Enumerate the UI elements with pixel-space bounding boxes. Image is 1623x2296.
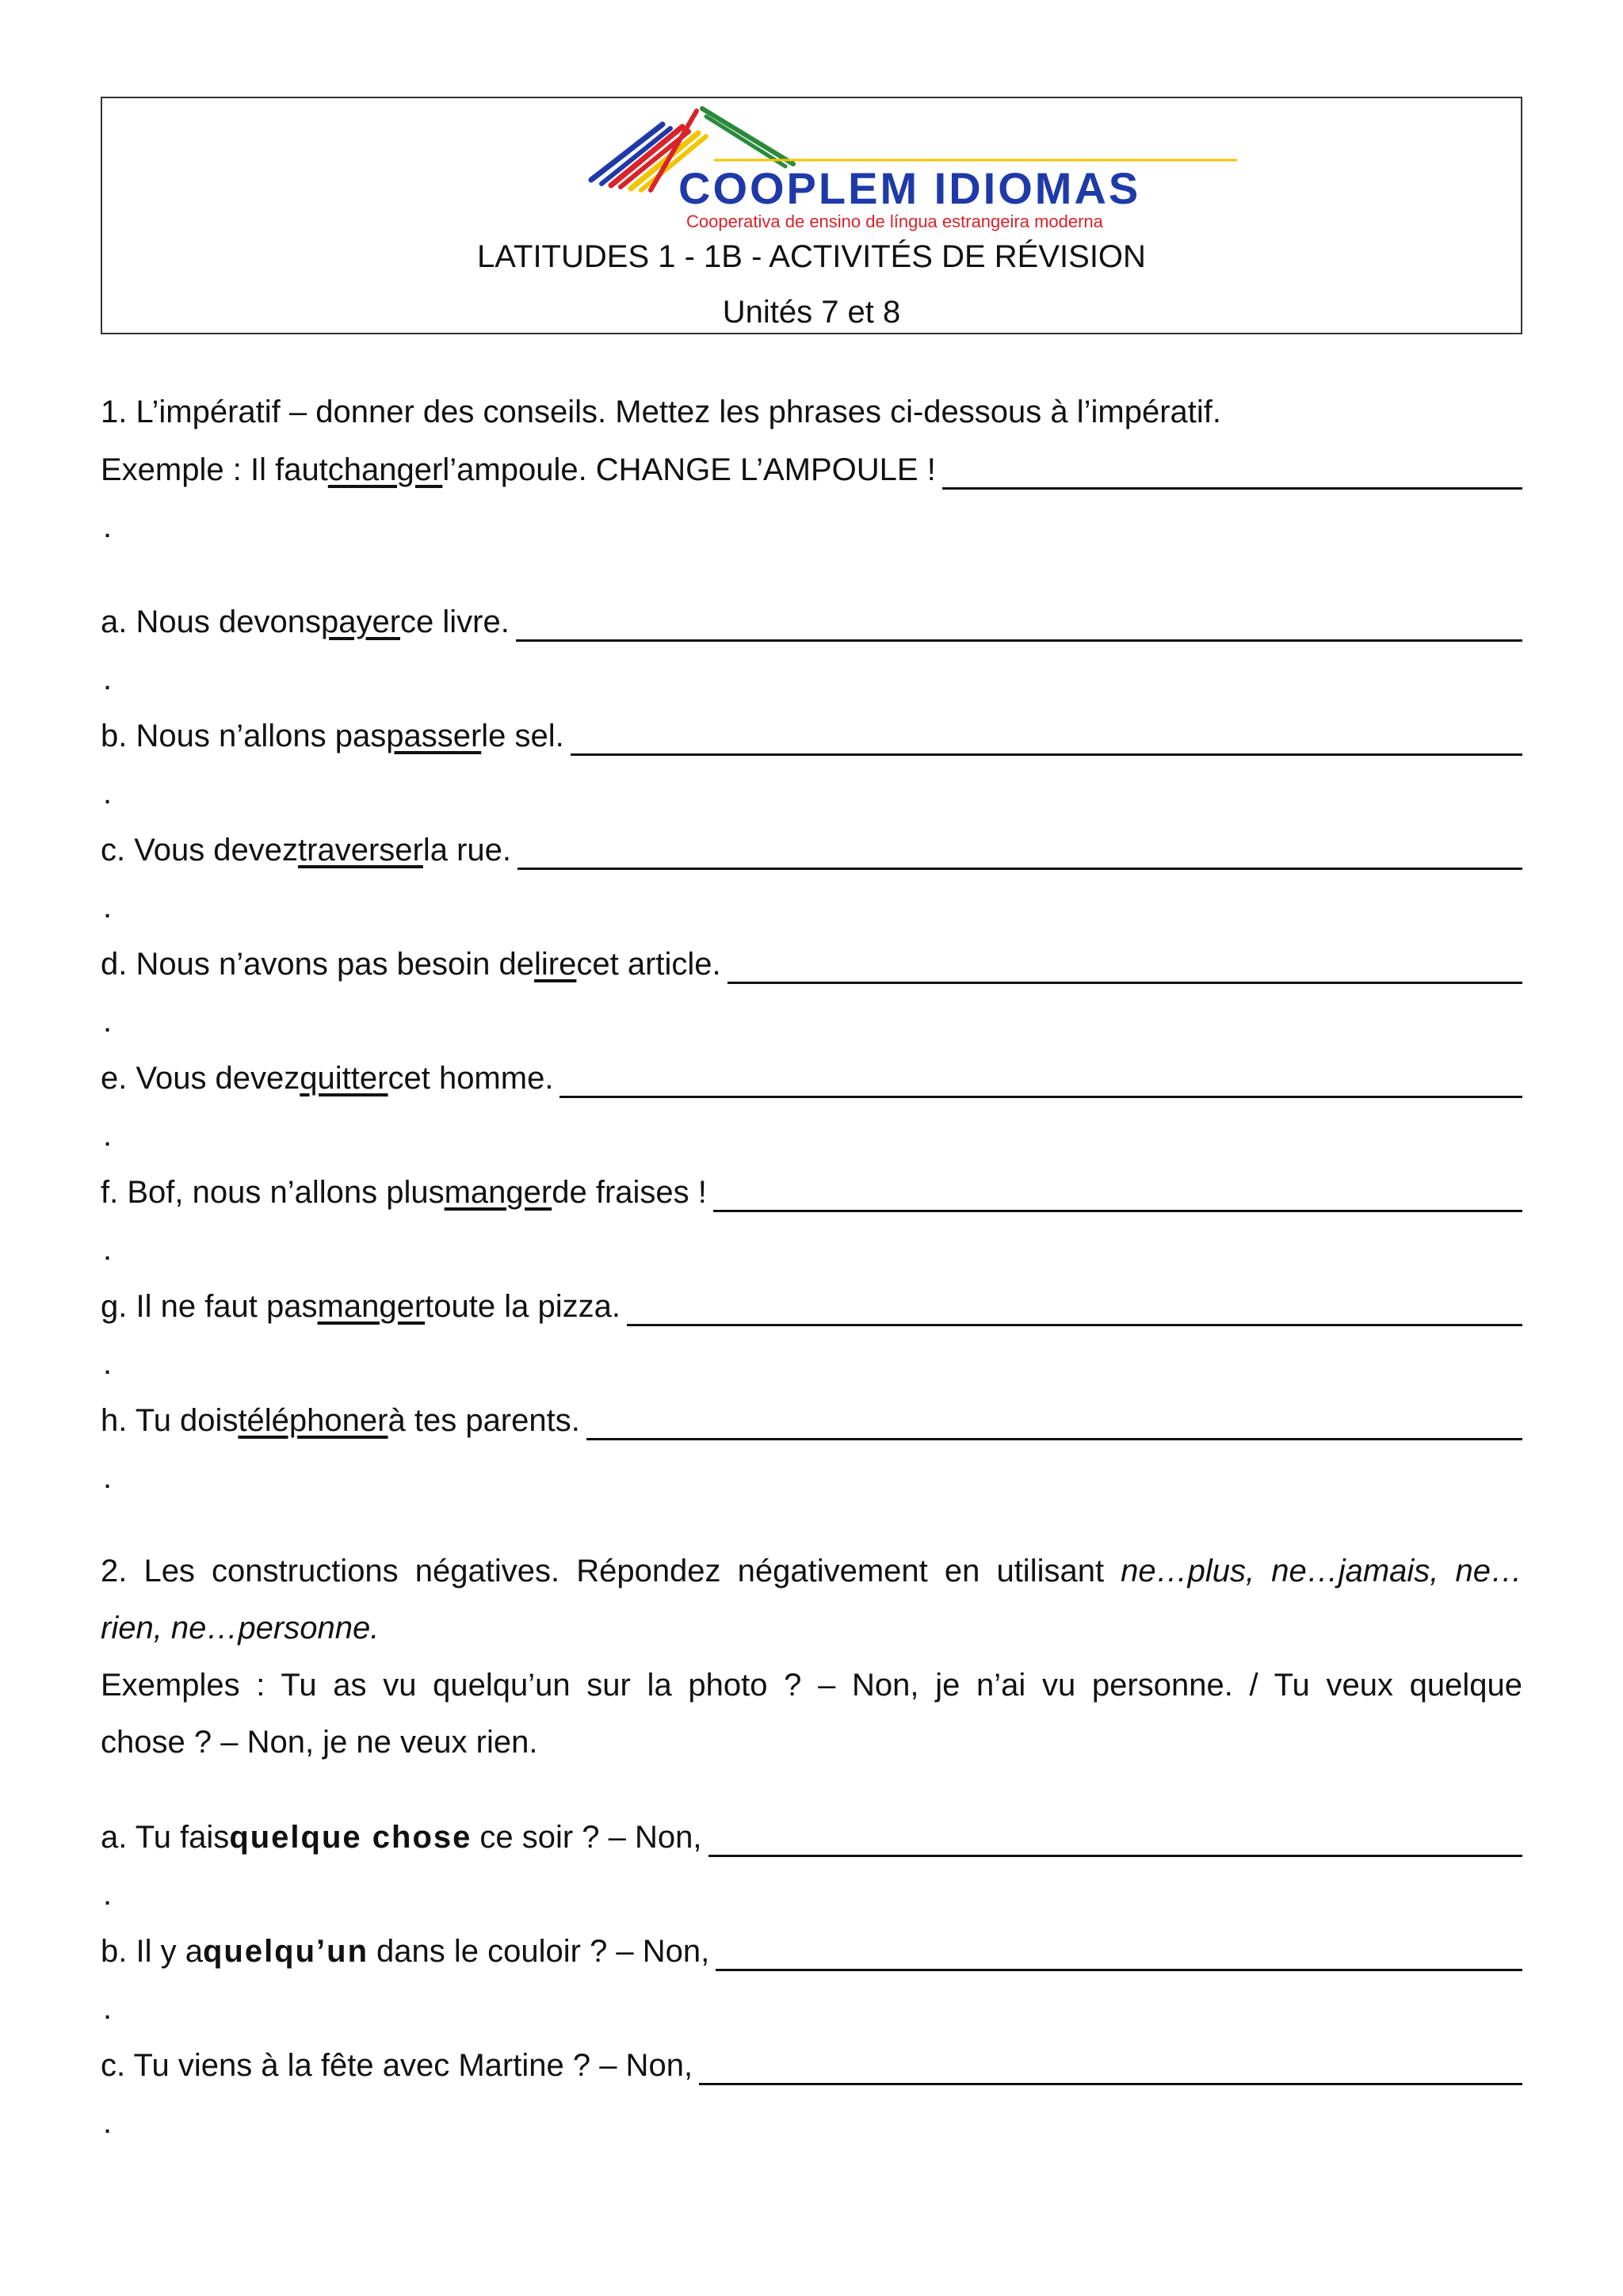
- line-dot: .: [103, 1346, 113, 1381]
- item-prefix: g. Il ne faut pas: [101, 1289, 318, 1324]
- item-answer-line: [571, 722, 1522, 756]
- exercise1-example: [101, 450, 1522, 490]
- item-prefix: d. Nous n’avons pas besoin de: [101, 947, 535, 982]
- exercise1-item: [101, 944, 1522, 984]
- item-prefix: h. Tu dois: [101, 1403, 239, 1438]
- item-prefix: a. Tu fais: [101, 1820, 230, 1855]
- item-answer-line: [559, 1064, 1522, 1098]
- item-verb: traverser: [298, 833, 423, 868]
- exercise2-item: [101, 1932, 1522, 1971]
- item-verb: lire: [534, 947, 577, 982]
- item-answer-line: [517, 836, 1522, 870]
- line-dot: .: [103, 509, 113, 544]
- item-verb: téléphoner: [238, 1403, 388, 1438]
- logo-tagline-text: Cooperativa de ensino de língua estrangeira moderna: [686, 212, 1103, 231]
- example-verb: changer: [327, 452, 443, 487]
- exercise1-item: [101, 716, 1522, 756]
- exercise2-instruction-line2: [101, 1608, 1522, 1648]
- item-prefix: f. Bof, nous n’allons plus: [101, 1175, 445, 1210]
- item-verb: quitter: [300, 1061, 388, 1096]
- item-answer-line: [627, 1292, 1522, 1326]
- item-prefix: a. Nous devons: [101, 605, 321, 639]
- example-prefix: Exemple : Il faut: [101, 452, 328, 487]
- exercise2-item: [101, 1817, 1522, 1857]
- item-suffix: de fraises !: [552, 1175, 707, 1210]
- exercise1-item: [101, 830, 1522, 870]
- item-suffix: ce livre.: [400, 605, 510, 639]
- line-dot: .: [103, 1232, 113, 1267]
- item-answer-line: [713, 1178, 1522, 1212]
- item-suffix: toute la pizza.: [425, 1289, 621, 1324]
- item-suffix: cet article.: [576, 947, 721, 982]
- logo-brand-text: COOPLEM IDIOMAS: [678, 163, 1141, 213]
- item-keyword: quelqu’un: [202, 1934, 369, 1969]
- item-prefix: c. Tu viens à la fête avec Martine ? – Non,: [101, 2048, 693, 2083]
- exercise2-instruction-line1: [101, 1551, 1522, 1591]
- page-subtitle: Unités 7 et 8: [722, 295, 901, 330]
- exercise2-item: [101, 2046, 1522, 2085]
- item-answer-line: [708, 1823, 1522, 1857]
- page-title: LATITUDES 1 - 1B - ACTIVITÉS DE RÉVISION: [477, 239, 1146, 274]
- exercise1-item: [101, 1058, 1522, 1098]
- exercise1-item: [101, 1401, 1522, 1440]
- exercise2-examples-line1: Exemples : Tu as vu quelqu’un sur la photo ? – Non, je n’ai vu personne. / Tu veux quelque: [101, 1668, 1522, 1703]
- exercise2-instruction-text: 2. Les constructions négatives. Répondez négativement en utilisant: [101, 1554, 1121, 1589]
- item-answer-line: [516, 608, 1522, 642]
- line-dot: .: [103, 1877, 113, 1912]
- item-prefix: e. Vous devez: [101, 1061, 300, 1096]
- exercise1-item: [101, 602, 1522, 642]
- item-suffix: ce soir ? – Non,: [479, 1820, 702, 1855]
- exercise2-instruction-italic: ne…plus, ne…jamais, ne…: [1121, 1554, 1522, 1589]
- line-dot: .: [103, 2105, 113, 2140]
- item-verb: manger: [317, 1289, 426, 1324]
- exercise1-instruction: 1. L’impératif – donner des conseils. Mettez les phrases ci-dessous à l’impératif.: [101, 395, 1222, 429]
- item-verb: manger: [444, 1175, 552, 1210]
- line-dot: .: [103, 776, 113, 810]
- line-dot: .: [103, 1991, 113, 2026]
- line-dot: .: [103, 890, 113, 925]
- item-keyword: quelque chose: [229, 1820, 472, 1855]
- line-dot: .: [103, 662, 113, 696]
- line-dot: .: [103, 1004, 113, 1039]
- item-suffix: le sel.: [481, 719, 564, 753]
- item-answer-line: [699, 2051, 1522, 2085]
- item-suffix: cet homme.: [388, 1061, 554, 1096]
- item-suffix: à tes parents.: [388, 1403, 580, 1438]
- item-suffix: dans le couloir ? – Non,: [376, 1934, 710, 1969]
- item-answer-line: [727, 950, 1522, 984]
- exercise2-instruction-italic-2: rien, ne…personne.: [101, 1611, 380, 1646]
- cooplem-logo: [587, 105, 1237, 239]
- item-prefix: b. Nous n’allons pas: [101, 719, 387, 753]
- example-suffix: l’ampoule. CHANGE L’AMPOULE !: [442, 452, 936, 487]
- exercise1-item: [101, 1173, 1522, 1212]
- item-verb: payer: [320, 605, 401, 639]
- line-dot: .: [103, 1460, 113, 1495]
- example-answer-line: [942, 456, 1522, 490]
- item-suffix: la rue.: [422, 833, 512, 868]
- item-verb: passer: [386, 719, 482, 753]
- line-dot: .: [103, 1118, 113, 1153]
- item-answer-line: [716, 1937, 1522, 1971]
- header-box: [101, 97, 1522, 334]
- item-prefix: c. Vous devez: [101, 833, 299, 868]
- item-prefix: b. Il y a: [101, 1934, 203, 1969]
- exercise1-item: [101, 1287, 1522, 1326]
- exercise2-examples-line2: chose ? – Non, je ne veux rien.: [101, 1725, 538, 1760]
- item-answer-line: [586, 1406, 1522, 1440]
